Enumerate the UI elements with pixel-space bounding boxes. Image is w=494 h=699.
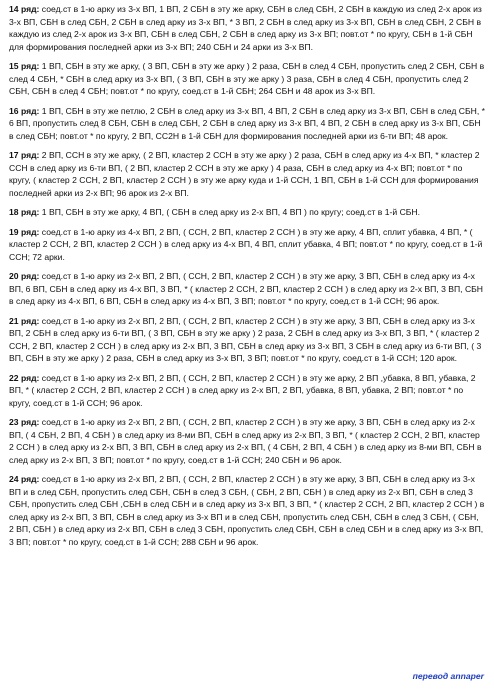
row-text: 1 ВП, СБН в эту же петлю, 2 СБН в след арку из 3-х ВП, 4 ВП, 2 СБН в след арку из 3-х ВП, СБН в след СБН, * 6 ВП, пропустить след 8 СБН, СБН в след СБН, 2 СБН в след арку из 3-х ВП, 4 ВП, 2 СБН в след арку из 3-х ВП, СБН в след СБН; повт.от * по кругу, 2 ВП, СС2Н в 1-й СБН для формирования последней арки из 6-ти ВП; 48 арок. — [9, 105, 485, 141]
row-text: 1 ВП, СБН в эту же арку, ( 3 ВП, СБН в эту же арку ) 2 раза, СБН в след 4 СБН, пропустить след 2 СБН, СБН в след 4 СБН, * СБН в след арку из 3-х ВП, ( 3 ВП, СБН в эту же арку ) 3 раза, СБН в след 4 СБН, пропустить след 2 СБН, СБН в след 4 СБН; повт.от * по кругу, соед.ст в 1-й СБН; 264 СБН и 48 арок из 3-х ВП. — [9, 61, 485, 96]
row-22 — [9, 372, 485, 410]
row-18 — [9, 206, 485, 219]
row-label: 16 ряд: — [9, 105, 40, 116]
row-label: 18 ряд: — [9, 207, 40, 217]
row-label: 20 ряд: — [9, 271, 40, 281]
row-label: 24 ряд: — [9, 474, 40, 484]
row-label: 21 ряд: — [9, 315, 40, 326]
row-21 — [9, 315, 485, 365]
row-text: соед.ст в 1-ю арку из 2-х ВП, 2 ВП, ( ССН, 2 ВП, кластер 2 ССН ) в эту же арку, 3 ВП, СБН в след арку из 2-х ВП, ( 4 СБН, 2 ВП, 4 СБН ) в след арку из 8-ми ВП, СБН в след арку из 2-х ВП, 3 ВП, * ( кластер 2 ССН, 2 ВП, кластер 2 ССН ) в след арку из 2-х ВП, 3 ВП, СБН в след арку из 2-х ВП, ( 4 СБН, 2 ВП, 4 СБН ) в след арку из 8-ми ВП, СБН в след арку из 2-х ВП, 3 ВП; повт.от * по кругу, соед.ст в 1-й ССН; 240 СБН и 96 арок. — [9, 417, 482, 465]
row-text: 2 ВП, ССН в эту же арку, ( 2 ВП, кластер 2 ССН в эту же арку ) 2 раза, СБН в след арку из 4-х ВП, * кластер 2 ССН в след арку из 6-ти ВП, ( 2 ВП, кластер 2 ССН в эту же арку ) 4 раза, СБН в след арку из 4-х ВП; повт.от * по кругу, ( кластер 2 ССН, 2 ВП, кластер 2 ССН ) в эту же арку куда и 1-й ССН, 1 ВП, СБН в 1-й ССН для формирования последней арки из 2-х ВП; 96 арок из 2-х ВП. — [9, 150, 480, 198]
row-text: соед.ст в 1-ю арку из 2-х ВП, 2 ВП, ( ССН, 2 ВП, кластер 2 ССН ) в эту же арку, 3 ВП, СБН в след арку из 3-х ВП и в след СБН, пропустить след СБН, СБН в след 3 СБН, ( СБН, 2 ВП, СБН ) в след арку из 2-х ВП, СБН в след 3 СБН, пропустить след СБН ,СБН в след СБН и в след арку из 3-х ВП, 3 ВП, * ( кластер 2 ССН, 2 ВП, кластер 2 ССН ) в след арку из 2-х ВП, 3 ВП, СБН в след арку из 3-х ВП и в след СБН, пропустить след СБН, СБН в след 3 СБН, ( СБН, 2 ВП, СБН ) в след арку из 2-х ВП, СБН в след 3 СБН, пропустить след СБН, СБН в след СБН и в след арку из 3-х ВП, 3 ВП; повт.от * по кругу, соед.ст в 1-й ССН; 288 СБН и 96 арок. — [9, 474, 485, 547]
row-text: соед.ст в 1-ю арку из 2-х ВП, 2 ВП, ( ССН, 2 ВП, кластер 2 ССН ) в эту же арку, 3 ВП, СБН в след арку из 4-х ВП, 6 ВП, СБН в след арку из 4-х ВП, 3 ВП, * ( кластер 2 ССН, 2 ВП, кластер 2 ССН ) в след арку из 2-х ВП, 3 ВП, СБН в след арку из 4-х ВП, 6 ВП, СБН в след арку из 4-х ВП, 3 ВП; повт.от * по кругу, соед.ст в 1-й ССН; 96 арок. — [9, 271, 483, 306]
row-label: 22 ряд: — [9, 372, 40, 383]
row-23 — [9, 416, 485, 466]
row-20 — [9, 270, 485, 308]
row-14 — [9, 3, 485, 53]
row-text: 1 ВП, СБН в эту же арку, 4 ВП, ( СБН в след арку из 2-х ВП, 4 ВП ) по кругу; соед.ст в 1-й СБН. — [39, 207, 421, 217]
row-label: 19 ряд: — [9, 226, 40, 237]
row-24 — [9, 473, 485, 548]
translation-credit: перевод annaper — [412, 671, 484, 681]
row-16 — [9, 105, 485, 143]
row-label: 14 ряд: — [9, 4, 40, 14]
row-label: 15 ряд: — [9, 61, 40, 71]
row-label: 17 ряд: — [9, 150, 40, 160]
row-label: 23 ряд: — [9, 417, 40, 427]
row-text: соед.ст в 1-ю арку из 2-х ВП, 2 ВП, ( ССН, 2 ВП, кластер 2 ССН ) в эту же арку, 2 ВП ,убавка, 8 ВП, убавка, 2 ВП, * ( кластер 2 ССН, 2 ВП, кластер 2 ССН ) в след арку из 2-х ВП, 2 ВП, убавка, 8 ВП, убавка, 2 ВП; повт.от * по кругу, соед.ст в 1-й ССН; 96 арок. — [9, 372, 476, 408]
row-15 — [9, 60, 485, 98]
row-text: соед.ст в 1-ю арку из 4-х ВП, 2 ВП, ( ССН, 2 ВП, кластер 2 ССН ) в эту же арку, 4 ВП, сплит убавка, 4 ВП, * ( кластер 2 ССН, 2 ВП, кластер 2 ССН ) в след арку из 4-х ВП, 4 ВП, сплит убавка, 4 ВП; повт.от * по кругу, соед.ст в 1-й ССН; 72 арки. — [9, 226, 483, 262]
row-text: соед.ст в 1-ю арку из 3-х ВП, 1 ВП, 2 СБН в эту же арку, СБН в след СБН, 2 СБН в каждую из след 2-х арок из 3-х ВП, СБН в след СБН, 2 СБН в след арку из 3-х ВП, * 3 ВП, 2 СБН в след арку из 3-х ВП, СБН в след СБН, 2 СБН в каждую из след 2-х арок из 3-х ВП, СБН в след СБН, 2 СБН в след арку из 3-х ВП; повт.от * по кругу, СБН в 1-й СБН для формирования последней арки из 3-х ВП; 240 СБН и 24 арки из 3-х ВП. — [9, 4, 482, 52]
row-17 — [9, 149, 485, 199]
row-19 — [9, 226, 485, 264]
row-text: соед.ст в 1-ю арку из 2-х ВП, 2 ВП, ( ССН, 2 ВП, кластер 2 ССН ) в эту же арку, 3 ВП, СБН в след арку из 3-х ВП, 2 СБН в след арку из 6-ти ВП, ( 3 ВП, СБН в эту же арку ) 2 раза, 2 СБН в след арку из 3-х ВП, 3 ВП, * ( кластер 2 ССН, 2 ВП, кластер 2 ССН ) в след арку из 2-х ВП, 3 ВП, СБН в след арку из 3-х ВП, 3 СБН в след арку из 6-ти ВП, ( 3 ВП, СБН в эту же арку ) 2 раза, СБН в след арку из 3-х ВП, 3 ВП; повт.от * по кругу, соед.ст в 1-й ССН; 120 арок. — [9, 315, 482, 363]
